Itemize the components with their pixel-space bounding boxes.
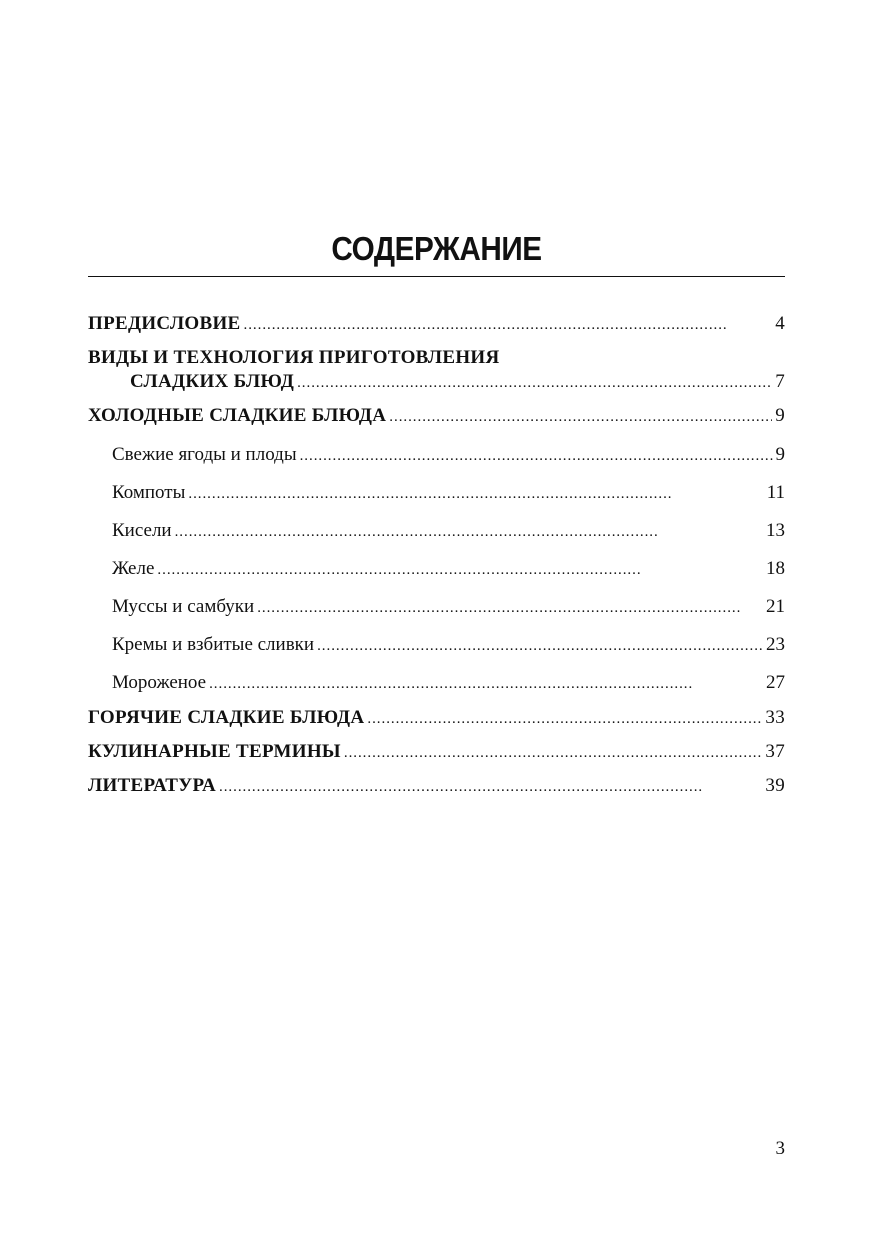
toc-label: Кремы и взбитые сливки <box>112 634 315 655</box>
toc-label: ХОЛОДНЫЕ СЛАДКИЕ БЛЮДА <box>88 405 387 426</box>
title-divider <box>88 276 785 277</box>
toc-leader <box>188 481 763 507</box>
toc-entry-literature[interactable] <box>88 773 785 799</box>
page-number: 3 <box>775 1138 785 1159</box>
toc-label: ГОРЯЧИЕ СЛАДКИЕ БЛЮДА <box>88 707 365 728</box>
toc-label: ПРЕДИСЛОВИЕ <box>88 313 241 334</box>
toc-leader <box>157 557 763 583</box>
toc-label: Компоты <box>112 482 186 503</box>
toc-entry-preface[interactable] <box>88 311 785 337</box>
toc-subentry[interactable] <box>112 670 785 696</box>
toc-entry-types-line1[interactable]: ВИДЫ И ТЕХНОЛОГИЯ ПРИГОТОВЛЕНИЯ <box>88 347 500 368</box>
toc-subentry[interactable] <box>112 556 785 582</box>
toc-entry-hot-desserts[interactable] <box>88 705 785 731</box>
toc-leader <box>209 671 763 697</box>
toc-leader <box>300 443 773 469</box>
toc-label: Свежие ягоды и плоды <box>112 444 297 465</box>
toc-subentry[interactable] <box>112 442 785 468</box>
toc-subentry[interactable] <box>112 594 785 620</box>
toc-leader <box>367 706 762 732</box>
toc-page-number: 9 <box>775 405 785 426</box>
toc-page-number: 33 <box>765 707 785 728</box>
toc-label: СЛАДКИХ БЛЮД <box>130 371 295 392</box>
toc-page-number: 37 <box>765 741 785 762</box>
toc-page-number: 39 <box>765 775 785 796</box>
toc-leader <box>219 774 762 800</box>
toc-label: Муссы и самбуки <box>112 596 255 617</box>
toc-leader <box>389 404 772 430</box>
toc-page-number: 18 <box>766 558 785 579</box>
toc-leader <box>175 519 763 545</box>
toc-page-number: 7 <box>775 371 785 392</box>
toc-page-number: 27 <box>766 672 785 693</box>
toc-entry-cold-desserts[interactable] <box>88 403 785 429</box>
toc-leader <box>344 740 763 766</box>
toc-page-number: 4 <box>775 313 785 334</box>
page-title: СОДЕРЖАНИЕ <box>331 230 542 267</box>
toc-entry-types[interactable] <box>130 369 785 395</box>
toc-subentry[interactable] <box>112 632 785 658</box>
toc-page-number: 21 <box>766 596 785 617</box>
toc-entry-culinary-terms[interactable] <box>88 739 785 765</box>
toc-page-number: 13 <box>766 520 785 541</box>
toc-subentry[interactable] <box>112 518 785 544</box>
toc-page-number: 9 <box>775 444 785 465</box>
toc-leader <box>317 633 763 659</box>
toc-page-number: 23 <box>766 634 785 655</box>
toc-leader <box>257 595 763 621</box>
toc-subentry[interactable] <box>112 480 785 506</box>
toc-label: ЛИТЕРАТУРА <box>88 775 217 796</box>
toc-label: Желе <box>112 558 155 579</box>
toc-label: Мороженое <box>112 672 207 693</box>
toc-label: Кисели <box>112 520 172 541</box>
toc-page-number: 11 <box>766 482 785 503</box>
toc-label: КУЛИНАРНЫЕ ТЕРМИНЫ <box>88 741 341 762</box>
toc-leader <box>244 312 773 338</box>
toc-leader <box>297 370 772 396</box>
